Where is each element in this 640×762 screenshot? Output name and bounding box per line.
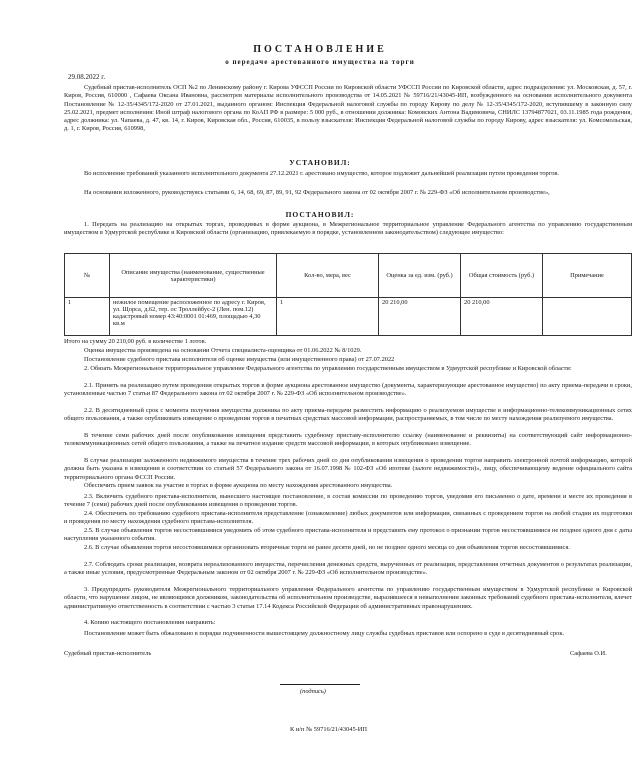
document-title: ПОСТАНОВЛЕНИЕ: [253, 44, 387, 55]
item-2-2-report-paragraph: В течение семи рабочих дней после опубликования извещения представить судебному приставу-исполнителю ссылку (наименование и реквизиты) на соответствующий сайт информационно-телекоммуникационных сетей общего пользования, а также на печатное издание средств массовой информации, в которых опубликовано извещение.: [64, 432, 632, 448]
table-header-row: [65, 254, 632, 298]
signer-name: Сафаева О.И.: [570, 650, 607, 657]
appeal-paragraph: Постановление может быть обжаловано в порядке подчиненности вышестоящему должностному лицу службы судебных приставов или оспорено в суде в десятидневный срок.: [84, 630, 565, 637]
document-date: 29.08.2022 г.: [68, 73, 106, 81]
established-header: УСТАНОВИЛ:: [289, 158, 351, 167]
table-header-qty: Кол-во, мера, вес: [277, 254, 379, 298]
table-header-total: Общая стоимость (руб.): [461, 254, 543, 298]
table-header-price: Оценка за ед. изм. (руб.): [379, 254, 461, 298]
item-1-paragraph: 1. Передать на реализацию на открытых торгах, проводимых в форме аукциона, в Межрегиональное территориальное управление Федерального агентства по управлению государственным имуществом в Удмуртской республике и Кировской области (организацию, привлекаемую в порядке, установленном законодательством) следующее имущество:: [64, 221, 632, 237]
cell-desc: нежилое помещение расположенное по адресу г. Киров, ул. Щорса, д.62, тер. ос Троллейбус-2 (Лен. пом.12) кадастровый номер 43:40:0001 01:469, площадью 4,30 кв.м: [110, 298, 277, 336]
item-4-paragraph: 4. Копию настоящего постановления направить:: [84, 619, 216, 626]
item-2-5-paragraph: 2.5. В случае объявления торгов несостоявшимися уведомить об этом судебного пристава-исполнителя и представить ему протокол о признании торгов несостоявшимися не позднее одного дня с даты наступления указанного события.: [64, 527, 632, 543]
item-2-4-paragraph: 2.4. Обеспечить по требованию судебного пристава-исполнителя представление (ознакомление) любых документов или информации, связанных с проведением торгов на любой стадии их подготовки и проведения по месту нахождения судебного пристава-исполнителя.: [64, 510, 632, 526]
item-2-2-applications-paragraph: Обеспечить прием заявок на участие в торгах в форме аукциона по месту нахождения арестованного имущества.: [84, 482, 393, 489]
signature-line: [280, 684, 360, 685]
established-paragraph: Во исполнение требований указанного исполнительного документа 27.12.2021 г. арестовано имущество, которое подлежит дальнейшей реализации путем проведения торгов.: [84, 170, 560, 177]
item-2-7-paragraph: 2.7. Соблюдать сроки реализации, возврата нереализованного имущества, перечисления денежных средств, вырученных от реализации, представления отчетных документов о результатах реализации, а также иные условия, предусмотренные Федеральным законом от 02 октября 2007 г. № 229-ФЗ «Об исполнительном производстве».: [64, 561, 632, 577]
cell-qty: 1: [277, 298, 379, 336]
cell-num: 1: [65, 298, 110, 336]
valuation-order-line: Постановление судебного пристава исполнителя об оценке имущества (или имущественного права) от 27.07.2022: [84, 356, 395, 363]
item-2-3-paragraph: 2.3. Включить судебного пристава-исполнителя, вынесшего настоящее постановление, в состав комиссии по проведению торгов, уведомив его письменно о дате, времени и месте их проведения в течение 7 (семи) рабочих дней после опубликования извещения о проведении торгов.: [64, 493, 632, 509]
cell-price: 20 210,00: [379, 298, 461, 336]
item-2-6-paragraph: 2.6. В случае объявления торгов несостоявшимися организовать вторичные торги не ранее десяти дней, но не позднее одного месяца со дня объявления торгов несостоявшимися.: [84, 544, 570, 551]
item-2-1-paragraph: 2.1. Принять на реализацию путем проведения открытых торгов в форме аукциона арестованное имущество (документы, характеризующие арестованное имущество) по акту приема-передачи в сроки, установленные частью 7 статьи 87 Федерального закона от 02 октября 2007 г. № 229-ФЗ «Об исполнительном производстве».: [64, 382, 632, 398]
item-2-2-mortgage-paragraph: В случае реализации заложенного недвижимого имущества в течение трех рабочих дней со дня опубликования извещения о проведении торгов направить электронной почтой информацию, которой должна быть указана в извещении в соответствии со статьей 57 Федерального закона от 16.07.1998 № 102-ФЗ «Об ипотеке (залоге недвижимости)», лицу, обеспечивающему ведение официального сайта территориального органа ФССП России.: [64, 457, 632, 481]
item-3-paragraph: 3. Предупредить руководителя Межрегионального территориального управления Федерального агентства по управлению государственным имуществом в Удмуртской республике и Кировской области, что нарушение лицом, не являющимся должником, законодательства об исполнительном производстве, выразившееся в невыполнении законных требований судебного пристава-исполнителя, влечет административную ответственность в соответствии с частью 3 статьи 17.14 Кодекса Российской Федерации об административных правонарушениях.: [64, 586, 632, 610]
item-2-paragraph: 2. Обязать Межрегиональное территориальное управление Федерального агентства по управлению государственным имуществом в Удмуртской республике и Кировской области:: [84, 365, 572, 372]
basis-paragraph: На основании изложенного, руководствуясь статьями 6, 14, 68, 69, 87, 89, 91, 92 Федерального закона от 02 октября 2007 г. № 229-ФЗ «Об исполнительном производстве»,: [84, 189, 550, 196]
cell-note: [543, 298, 632, 336]
intro-paragraph: Судебный пристав-исполнитель ОСП №2 по Ленинскому району г. Кирова УФССП России по Кировской области УФССП России по Кировской области, адрес подразделения: ул. Московская, д. 57, г. Киров, Россия, 610000 , Сафаева Оксана Ивановна, рассмотрев материалы исполнительного производства от 14.05.2021 № 59716/21/43045-ИП, возбужденного на основании исполнительного документа Постановление № 12-35/4345/172-2020 от 27.01.2021, выданного органом: Инспекция Федеральной налоговой службы по городу Кирову по делу № 12-35/4345/172-2020, вступившему в законную силу 25.02.2021, предмет исполнения: Иной штраф налогового органа по КоАП РФ в размере: 5 000 руб., в отношении должника: Комовских Антона Вадимовича, СНИЛС 13794877021, 03.11.1985 года рождения, адрес должника: ул. Чапаева, д. 47, кв. 14, г. Киров, Кировская обл., Россия, 610035, в пользу взыскателя: Инспекция Федеральной налоговой службы по городу Кирову, адрес взыскателя: ул. Комсомольская, д. 1, г. Киров, Россия, 610998,: [64, 84, 632, 133]
total-line: Итого на сумму 20 210,00 руб. в количестве 1 лотов.: [64, 338, 207, 345]
resolved-header: ПОСТАНОВИЛ:: [285, 210, 355, 219]
table-header-note: Примечание: [543, 254, 632, 298]
property-table: [64, 253, 632, 336]
table-row: [65, 298, 632, 336]
cell-total: 20 210,00: [461, 298, 543, 336]
table-header-desc: Описание имущества (наименование, существенные характеристики): [110, 254, 277, 298]
item-2-2-paragraph: 2.2. В десятидневный срок с момента получения имущества должника по акту приема-передачи разместить информацию о реализуемом имуществе в информационно-телекоммуникационных сетях общего пользования, а также опубликовать извещение о проведении торгов в печатных средствах массовой информации, распространяемых, в том числе по месту нахождения реализуемого имущества.: [64, 407, 632, 423]
case-number: К и/п № 59716/21/43045-ИП: [290, 726, 368, 733]
valuation-line: Оценка имущества произведена на основании Отчета специалиста-оценщика от 01.06.2022 № 8/1029.: [84, 347, 362, 354]
signature-caption: (подпись): [300, 688, 326, 695]
document-subtitle: о передаче арестованного имущества на торги: [225, 58, 415, 66]
signer-position: Судебный пристав-исполнитель: [64, 650, 152, 657]
table-header-num: №: [65, 254, 110, 298]
